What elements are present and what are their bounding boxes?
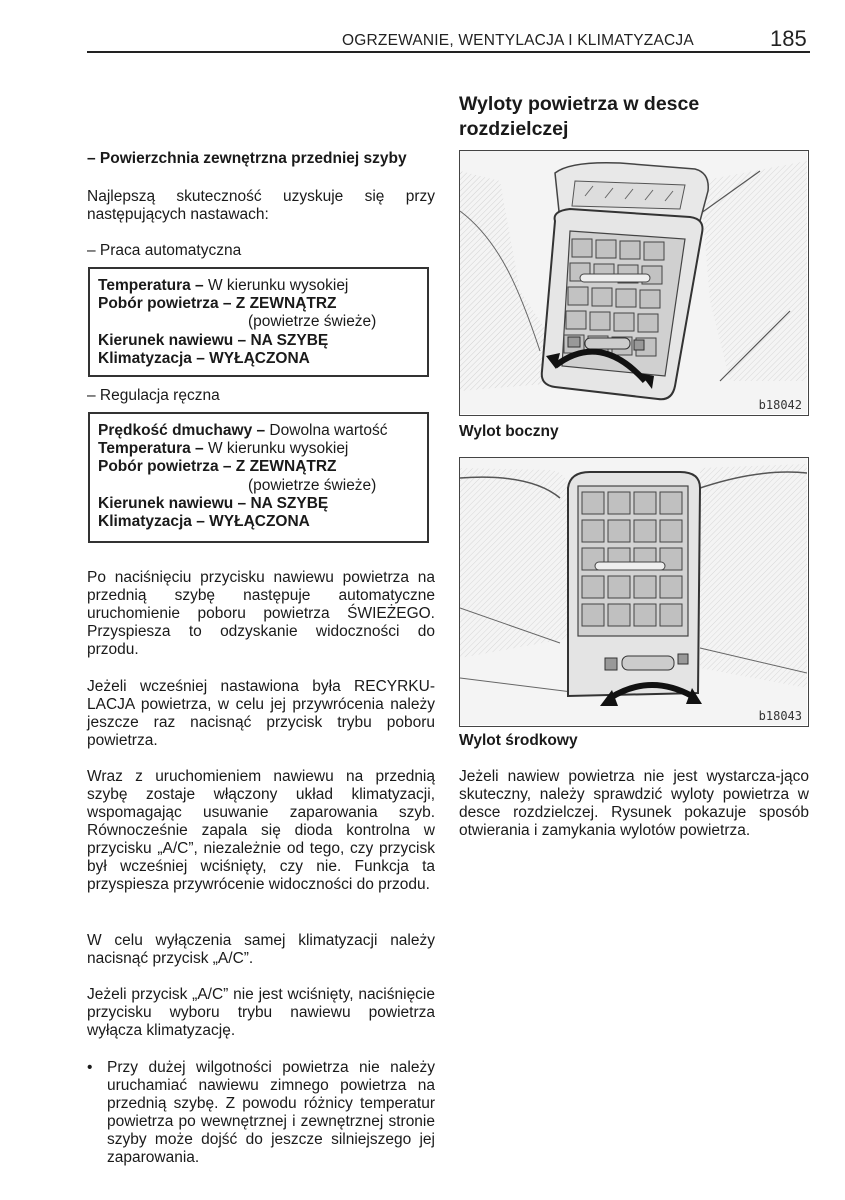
- manual-temperature-line: Temperatura – W kierunku wysokiej: [98, 440, 349, 458]
- bullet-item: [87, 1059, 435, 1167]
- paragraph-recirculation: Jeżeli wcześniej nastawiona była RECYRKU-LACJA powietrza, w celu jej przywrócenia należy jeszcze raz nacisnąć przycisk trybu poboru powietrza.: [87, 678, 435, 749]
- auto-fresh-air-note: (powietrze świeże): [248, 313, 377, 331]
- paragraph-ac-auto: Wraz z uruchomieniem nawiewu na przednią szybę zostaje włączony układ klimatyzacji, wspomagając usuwanie zaparowania szyb. Równocześnie zapala się dioda kontrolna w przycisku „A/C”, niezależnie od tego, czy przycisk był wcześniej wciśnięty, czy nie. Funkcja ta przyspiesza przywrócenie widoczności do przodu.: [87, 768, 435, 893]
- paragraph-ac-not-pressed: Jeżeli przycisk „A/C” nie jest wciśnięty, naciśnięcie przycisku wyboru trybu nawiewu powietrza wyłącza klimatyzację.: [87, 986, 435, 1039]
- center-vent-illustration: [460, 458, 807, 725]
- side-vent-figure: [459, 150, 809, 416]
- section-title: Wyloty powietrza w desce rozdzielczej: [459, 93, 700, 140]
- paragraph-ac-off: W celu wyłączenia samej klimatyzacji należy nacisnąć przycisk „A/C”.: [87, 932, 435, 967]
- header-rule: [87, 51, 810, 53]
- manual-direction-line: Kierunek nawiewu – NA SZYBĘ: [98, 494, 329, 512]
- manual-blower-line: Prędkość dmuchawy – Dowolna wartość: [98, 422, 388, 439]
- intro-paragraph: Najlepszą skuteczność uzyskuje się przy następujących nastawach:: [87, 188, 435, 223]
- bullet-dot: •: [87, 1059, 93, 1076]
- auto-direction-line: Kierunek nawiewu – NA SZYBĘ: [98, 331, 329, 349]
- bullet-text: Przy dużej wilgotności powietrza nie należy uruchamiać nawiewu zimnego powietrza na przednią szybę. Z powodu różnicy temperatur powietrza po wewnętrznej i zewnętrznej stronie szyby może dojść do jeszcze silniejszego jej zaparowania.: [107, 1059, 435, 1166]
- auto-mode-label: – Praca automatyczna: [87, 242, 242, 259]
- manual-mode-label: – Regulacja ręczna: [87, 387, 220, 404]
- paragraph-vent-check: Jeżeli nawiew powietrza nie jest wystarcza-jąco skuteczny, należy sprawdzić wyloty powietrza w desce rozdzielczej. Rysunek pokazuje sposób otwierania i zamykania wylotów powietrza.: [459, 768, 809, 839]
- auto-temperature-line: Temperatura – W kierunku wysokiej: [98, 277, 349, 294]
- center-vent-figure: [459, 457, 809, 727]
- figure-id-b18043: b18043: [758, 709, 802, 723]
- manual-settings-box: [88, 412, 429, 543]
- subheading: – Powierzchnia zewnętrzna przedniej szyby: [87, 150, 407, 167]
- side-vent-illustration: [460, 151, 807, 414]
- caption-side-vent: Wylot boczny: [459, 423, 559, 440]
- auto-settings-box: [88, 267, 429, 377]
- auto-intake-line: Pobór powietrza – Z ZEWNĄTRZ: [98, 295, 337, 313]
- running-header: OGRZEWANIE, WENTYLACJA I KLIMATYZACJA: [342, 32, 694, 49]
- manual-ac-line: Klimatyzacja – WYŁĄCZONA: [98, 513, 310, 531]
- page-number: 185: [770, 26, 807, 51]
- paragraph-defrost-fresh-air: Po naciśnięciu przycisku nawiewu powietrza na przednią szybę następuje automatyczne uruchomienie poboru powietrza ŚWIEŻEGO. Przyspiesza to odzyskanie widoczności do przodu.: [87, 569, 435, 658]
- caption-center-vent: Wylot środkowy: [459, 732, 578, 749]
- figure-id-b18042: b18042: [758, 398, 802, 412]
- manual-fresh-air-note: (powietrze świeże): [248, 476, 377, 494]
- auto-ac-line: Klimatyzacja – WYŁĄCZONA: [98, 349, 310, 367]
- manual-intake-line: Pobór powietrza – Z ZEWNĄTRZ: [98, 458, 337, 476]
